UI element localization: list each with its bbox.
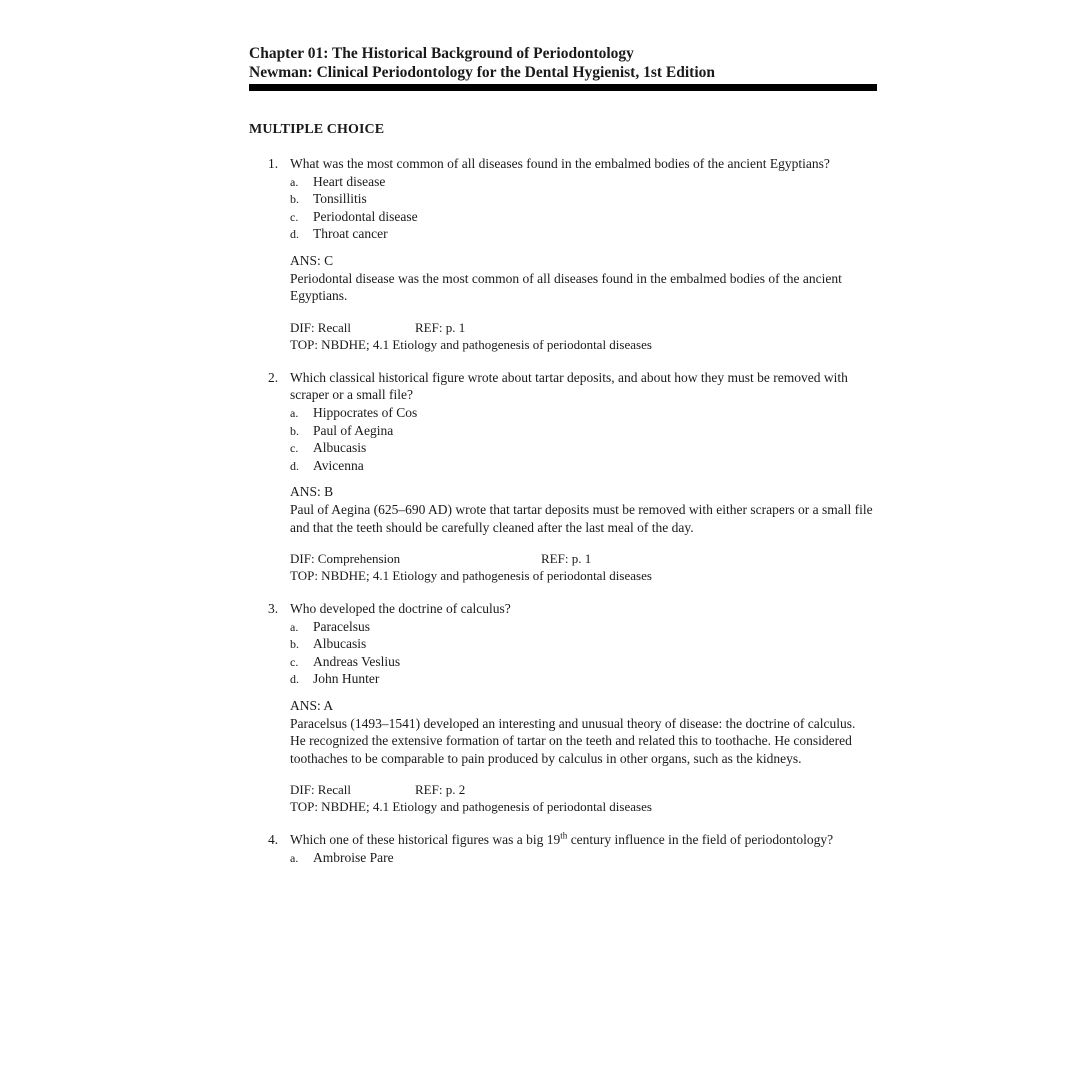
choice-letter: a.: [290, 619, 299, 634]
question-metadata: [290, 319, 877, 353]
choice-letter: a.: [290, 405, 299, 420]
question-number: 1.: [268, 156, 279, 171]
answer-rationale: Paul of Aegina (625–690 AD) wrote that tartar deposits must be removed with either scrapers or a small file and that the teeth should be carefully cleaned after the last meal of the day.: [290, 501, 873, 535]
answer-block: [290, 697, 880, 767]
choice-text: Hippocrates of Cos: [313, 404, 418, 420]
section-title: MULTIPLE CHOICE: [249, 122, 385, 137]
choice-text: Paul of Aegina: [313, 422, 394, 438]
choice-letter: b.: [290, 637, 299, 652]
choice-text: John Hunter: [313, 671, 380, 687]
answer-key: ANS: B: [290, 484, 334, 500]
header-rule: [249, 84, 877, 91]
choice-text: Ambroise Pare: [313, 850, 394, 866]
choice-c: [290, 208, 877, 226]
question-number: 4.: [268, 832, 279, 848]
question-text: Which classical historical figure wrote about tartar deposits, and about how they must be removed with scraper or a small file?: [290, 369, 848, 403]
choice-c: [290, 439, 877, 457]
question-number: 3.: [268, 601, 279, 617]
choice-text: Albucasis: [313, 440, 367, 456]
choice-text: Andreas Veslius: [313, 653, 401, 669]
question-1: [268, 155, 877, 353]
choice-a: [290, 849, 877, 867]
choice-letter: d.: [290, 227, 299, 242]
question-3: [268, 600, 877, 815]
question-text: Which one of these historical figures was a big 19th century influence in the field of periodontology?: [290, 830, 834, 848]
chapter-title: Chapter 01: The Historical Background of Periodontology: [249, 45, 634, 62]
choice-text: Throat cancer: [313, 226, 388, 242]
question-metadata: [290, 781, 877, 815]
choice-text: Heart disease: [313, 173, 386, 189]
book-title: Newman: Clinical Periodontology for the Dental Hygienist, 1st Edition: [249, 64, 715, 81]
choice-letter: d.: [290, 458, 299, 473]
question-metadata: [290, 550, 877, 584]
topic: TOP: NBDHE; 4.1 Etiology and pathogenesis of periodontal diseases: [290, 568, 652, 584]
question-text: Who developed the doctrine of calculus?: [290, 601, 511, 617]
difficulty: DIF: Recall: [290, 319, 352, 335]
choice-a: [290, 404, 877, 422]
choice-letter: b.: [290, 423, 299, 438]
answer-block: [290, 252, 880, 305]
choice-text: Paracelsus: [313, 618, 370, 634]
question-text: What was the most common of all diseases found in the embalmed bodies of the ancient Egyptians?: [290, 156, 830, 171]
choice-text: Avicenna: [313, 457, 364, 473]
choice-b: [290, 635, 877, 653]
choice-letter: c.: [290, 441, 299, 456]
difficulty: DIF: Recall: [290, 782, 352, 798]
choice-text: Albucasis: [313, 636, 367, 652]
topic: TOP: NBDHE; 4.1 Etiology and pathogenesis of periodontal diseases: [290, 336, 652, 352]
page-reference: REF: p. 1: [541, 551, 592, 567]
choice-d: [290, 225, 877, 243]
question-number: 2.: [268, 369, 279, 385]
choice-letter: c.: [290, 654, 299, 669]
choice-d: [290, 670, 877, 688]
choice-a: [290, 173, 877, 191]
answer-key: ANS: C: [290, 252, 334, 268]
choice-text: Tonsillitis: [313, 191, 367, 207]
choice-b: [290, 190, 877, 208]
answer-block: [290, 483, 880, 536]
choice-d: [290, 457, 877, 475]
choice-b: [290, 422, 877, 440]
choice-letter: b.: [290, 192, 299, 207]
choice-letter: d.: [290, 672, 299, 687]
answer-key: ANS: A: [290, 698, 334, 714]
answer-rationale: Periodontal disease was the most common of all diseases found in the embalmed bodies of the ancient Egyptians.: [290, 270, 842, 304]
choice-c: [290, 653, 877, 671]
question-4: [268, 830, 877, 866]
choice-letter: a.: [290, 851, 299, 866]
topic: TOP: NBDHE; 4.1 Etiology and pathogenesis of periodontal diseases: [290, 799, 652, 815]
choice-a: [290, 618, 877, 636]
choice-letter: a.: [290, 174, 299, 189]
page-reference: REF: p. 1: [415, 319, 466, 335]
choice-text: Periodontal disease: [313, 208, 418, 224]
choice-letter: c.: [290, 209, 299, 224]
question-2: [268, 369, 877, 584]
page-reference: REF: p. 2: [415, 782, 466, 798]
answer-rationale: Paracelsus (1493–1541) developed an interesting and unusual theory of disease: the doctrine of calculus. He recognized the extensive formation of tartar on the teeth and related this to toothache. He considered toothaches to be comparable to pain produced by calculus in other organs, such as the kidneys.: [290, 715, 856, 766]
difficulty: DIF: Comprehension: [290, 551, 401, 567]
document-page: [249, 44, 877, 867]
